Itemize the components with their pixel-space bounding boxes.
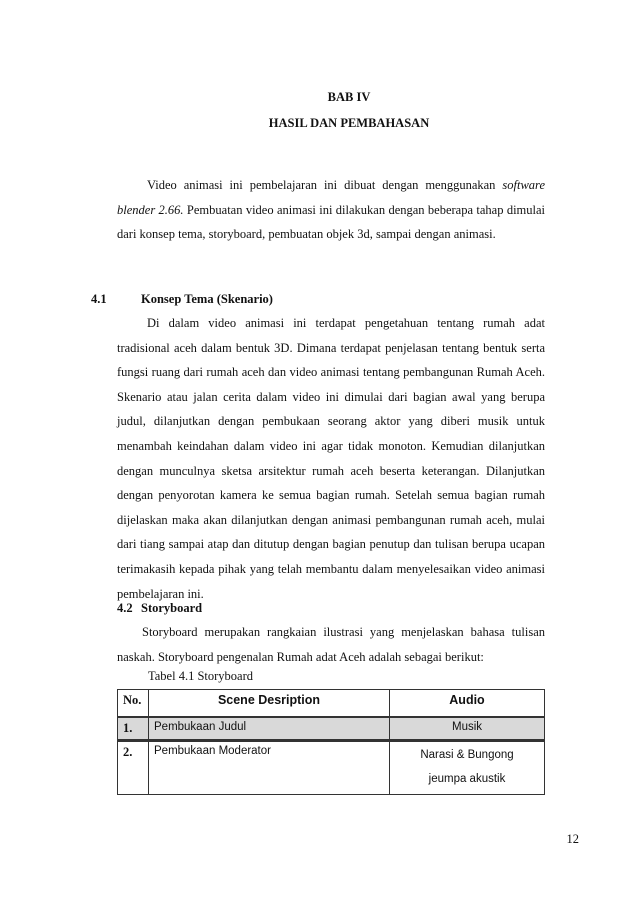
row-2-no: 2. [118, 741, 149, 795]
header-no: No. [118, 690, 149, 718]
row-2-audio: Narasi & Bungong jeumpa akustik [390, 741, 545, 795]
row-1-audio: Musik [390, 717, 545, 741]
section-4-2-body: Storyboard merupakan rangkaian ilustrasi yang menjelaskan bahasa tulisan naskah. Storyboard pengenalan Rumah adat Aceh adalah sebagai berikut: [117, 625, 545, 664]
intro-italic-software: software blender 2.66. [117, 178, 545, 217]
header-scene: Scene Desription [149, 690, 390, 718]
row-1-scene: Pembukaan Judul [149, 717, 390, 741]
section-4-2-title: Storyboard [141, 601, 203, 615]
storyboard-table [117, 689, 545, 795]
header-audio: Audio [390, 690, 545, 718]
table-row [118, 741, 545, 795]
row-1-no: 1. [118, 717, 149, 741]
section-4-1-number: 4.1 [91, 292, 107, 306]
chapter-title: HASIL DAN PEMBAHASAN [268, 116, 430, 130]
intro-text-2: Pembuatan video animasi ini dilakukan dengan beberapa tahap dimulai dari konsep tema, storyboard, pembuatan objek 3d, sampai dengan animasi. [117, 202, 546, 242]
page-number: 12 [566, 832, 579, 846]
table-caption: Tabel 4.1 Storyboard [148, 669, 254, 683]
section-4-2-number: 4.2 [117, 601, 133, 615]
row-2-scene: Pembukaan Moderator [149, 741, 390, 795]
table-row [118, 717, 545, 741]
chapter-label: BAB IV [327, 90, 371, 104]
intro-text-1: Video animasi ini pembelajaran ini dibuat dengan menggunakan [147, 178, 503, 192]
intro-paragraph [117, 173, 545, 247]
section-4-1-title: Konsep Tema (Skenario) [141, 292, 273, 306]
section-4-1-body: Di dalam video animasi ini terdapat pengetahuan tentang rumah adat tradisional aceh dalam bentuk 3D. Dimana terdapat penjelasan tentang bentuk serta fungsi ruang dari rumah aceh dan video animasi tentang pembangunan Rumah Aceh. Skenario atau jalan cerita dalam video ini dimulai dari bagian awal yang berupa judul, dilanjutkan dengan pembukaan seorang aktor yang diberi musik untuk menambah keindahan dalam video ini agar tidak monoton. Kemudian dilanjutkan dengan munculnya sketsa arsitektur rumah aceh beserta keterangan. Dilanjutkan dengan penyorotan kamera ke semua bagian rumah. Setelah semua bagian rumah dijelaskan maka akan dilanjutkan dengan animasi pembangunan rumah aceh, mulai dari tiang sampai atap dan ditutup dengan bagian penutup dan tulisan berupa ucapan terimakasih kepada pihak yang telah membantu dalam menyelesaikan video animasi pembelajaran ini. [117, 316, 545, 601]
table-header-row [118, 690, 545, 718]
